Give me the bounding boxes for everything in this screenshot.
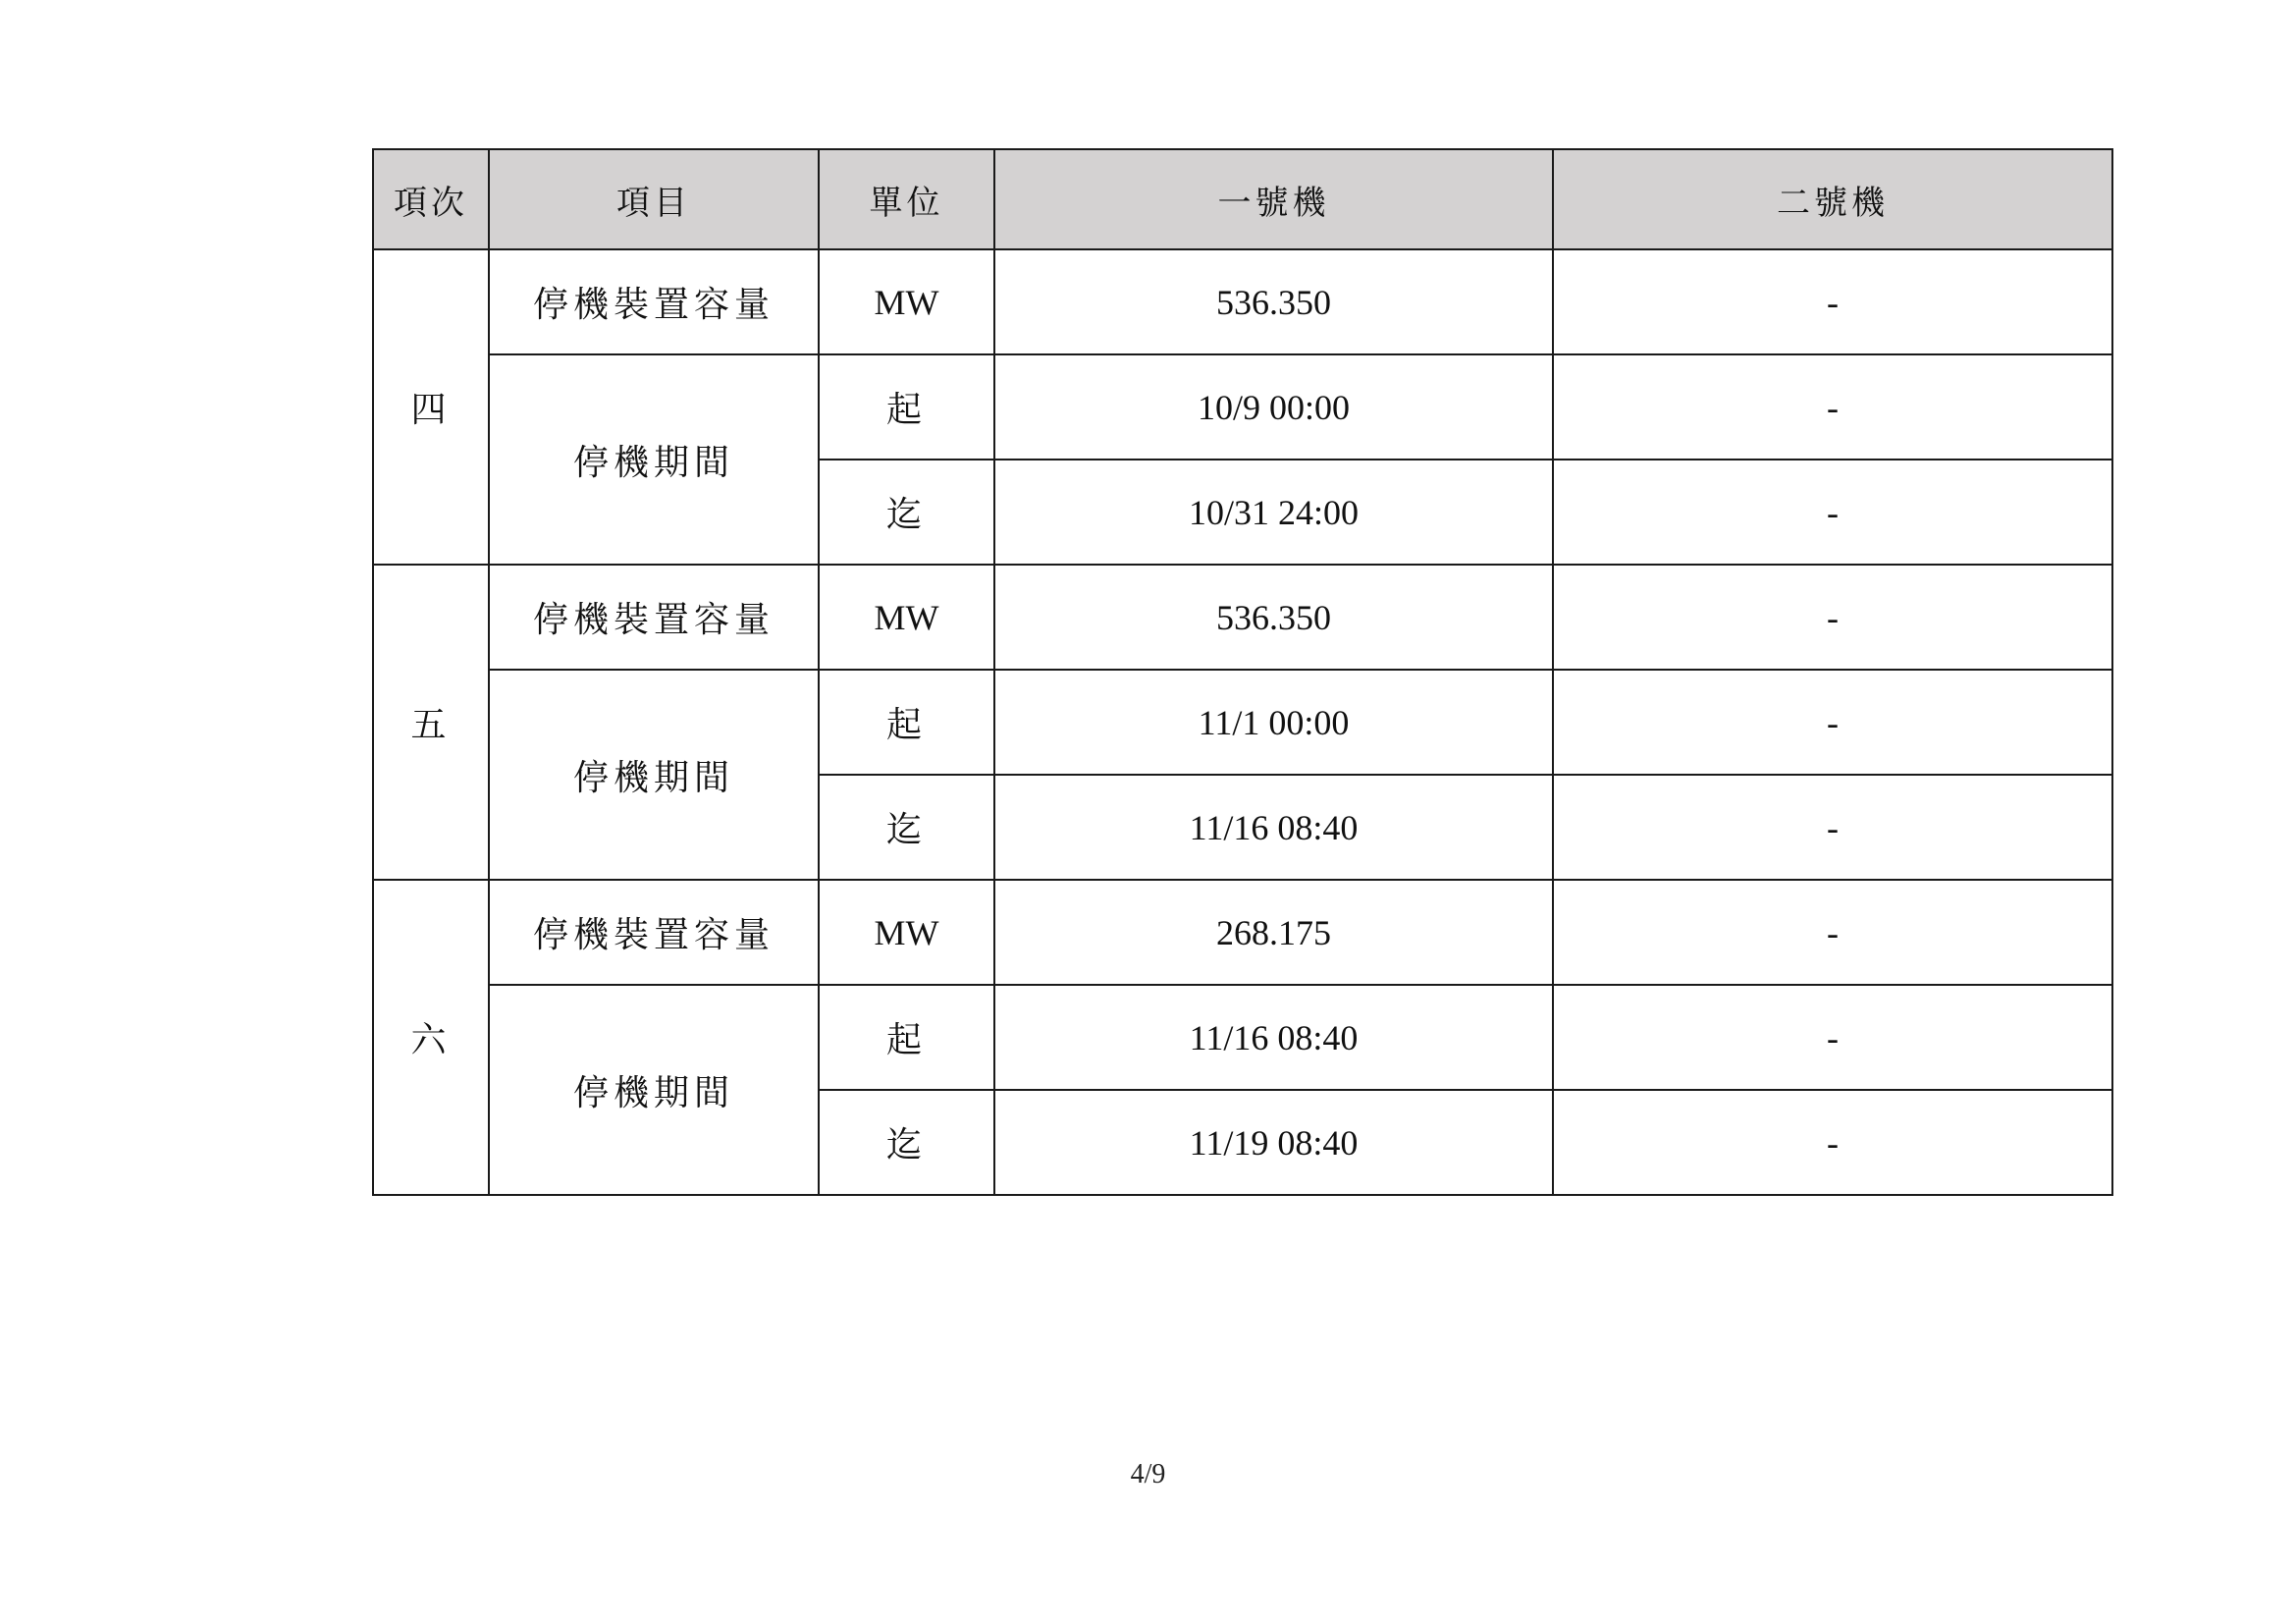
page-number: 4/9: [1130, 1459, 1166, 1489]
start-unit1-value: 11/16 08:40: [994, 985, 1553, 1090]
group-index: 六: [373, 880, 489, 1195]
end-unit1-value: 11/19 08:40: [994, 1090, 1553, 1195]
start-unit2-value: -: [1553, 985, 2112, 1090]
capacity-unit1-value: 268.175: [994, 880, 1553, 985]
end-label: 迄: [819, 1090, 994, 1195]
start-unit1-value: 10/9 00:00: [994, 354, 1553, 460]
start-label: 起: [819, 354, 994, 460]
end-unit1-value: 10/31 24:00: [994, 460, 1553, 565]
end-unit2-value: -: [1553, 1090, 2112, 1195]
header-item: 項目: [489, 149, 819, 249]
outage-table: [372, 148, 2113, 1196]
capacity-unit2-value: -: [1553, 249, 2112, 354]
end-unit2-value: -: [1553, 775, 2112, 880]
end-unit2-value: -: [1553, 460, 2112, 565]
capacity-label: 停機裝置容量: [489, 880, 819, 985]
end-unit1-value: 11/16 08:40: [994, 775, 1553, 880]
start-unit2-value: -: [1553, 354, 2112, 460]
header-unit1: 一號機: [994, 149, 1553, 249]
table-row: [373, 670, 2112, 775]
end-label: 迄: [819, 460, 994, 565]
table-row: [373, 249, 2112, 354]
capacity-label: 停機裝置容量: [489, 249, 819, 354]
table-row: [373, 565, 2112, 670]
capacity-label: 停機裝置容量: [489, 565, 819, 670]
start-label: 起: [819, 985, 994, 1090]
group-index: 四: [373, 249, 489, 565]
capacity-unit2-value: -: [1553, 565, 2112, 670]
table-row: [373, 354, 2112, 460]
capacity-unit1-value: 536.350: [994, 249, 1553, 354]
end-label: 迄: [819, 775, 994, 880]
header-unit2: 二號機: [1553, 149, 2112, 249]
table-row: [373, 985, 2112, 1090]
capacity-unit: MW: [819, 249, 994, 354]
start-unit2-value: -: [1553, 670, 2112, 775]
capacity-unit: MW: [819, 565, 994, 670]
table-row: [373, 880, 2112, 985]
period-label: 停機期間: [489, 354, 819, 565]
capacity-unit2-value: -: [1553, 880, 2112, 985]
header-index: 項次: [373, 149, 489, 249]
period-label: 停機期間: [489, 985, 819, 1195]
header-unit: 單位: [819, 149, 994, 249]
group-index: 五: [373, 565, 489, 880]
period-label: 停機期間: [489, 670, 819, 880]
capacity-unit1-value: 536.350: [994, 565, 1553, 670]
start-label: 起: [819, 670, 994, 775]
start-unit1-value: 11/1 00:00: [994, 670, 1553, 775]
header-row: [373, 149, 2112, 249]
capacity-unit: MW: [819, 880, 994, 985]
